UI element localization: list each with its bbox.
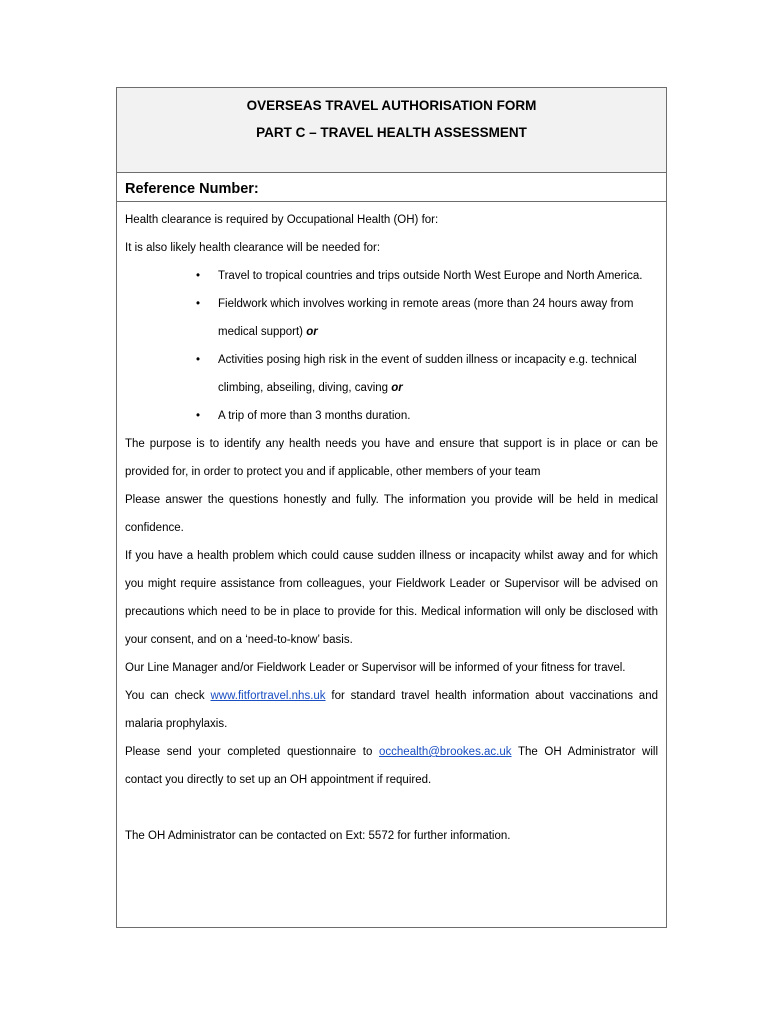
- form-title: OVERSEAS TRAVEL AUTHORISATION FORM: [246, 98, 537, 113]
- bullet-icon: •: [196, 354, 201, 366]
- line-manager-paragraph: Our Line Manager and/or Fieldwork Leader or Supervisor will be informed of your fitness for travel.: [125, 662, 626, 674]
- contact-paragraph: The OH Administrator can be contacted on Ext: 5572 for further information.: [125, 830, 511, 842]
- list-item: [125, 290, 658, 346]
- form-body: [125, 206, 658, 850]
- list-item-text: Fieldwork which involves working in remote areas (more than 24 hours away from medical support): [218, 298, 634, 338]
- bullet-icon: •: [196, 410, 201, 422]
- honesty-paragraph: Please answer the questions honestly and fully. The information you provide will be held in medical confidence.: [125, 494, 658, 534]
- check-prefix: You can check: [125, 690, 211, 702]
- reference-number-label: Reference Number:: [125, 181, 259, 197]
- form-header: [117, 88, 666, 173]
- list-item-text: Travel to tropical countries and trips outside North West Europe and North America.: [218, 270, 643, 282]
- clearance-list: [125, 262, 658, 430]
- list-item: [125, 346, 658, 402]
- intro-paragraph: Health clearance is required by Occupational Health (OH) for:: [125, 214, 439, 226]
- spacer: [125, 794, 658, 822]
- send-prefix: Please send your completed questionnaire to: [125, 746, 380, 758]
- purpose-paragraph: The purpose is to identify any health needs you have and ensure that support is in place or can be provided for, in order to protect you and if applicable, other members of your team: [125, 438, 658, 478]
- list-item: [125, 402, 658, 430]
- form-subtitle: PART C – TRAVEL HEALTH ASSESSMENT: [256, 125, 527, 140]
- list-item-or: or: [306, 326, 318, 338]
- bullet-icon: •: [196, 298, 201, 310]
- list-item-or: or: [391, 382, 403, 394]
- health-problem-paragraph: If you have a health problem which could cause sudden illness or incapacity whilst away and for which you might require assistance from colleagues, your Fieldwork Leader or Supervisor will be advised on precautions which need to be in place to provide for this. Medical information will only be disclosed with your consent, and on a ‘need-to-know’ basis.: [125, 550, 658, 646]
- intro-paragraph-2: It is also likely health clearance will be needed for:: [125, 242, 381, 254]
- check-paragraph: [125, 682, 658, 738]
- reference-row: [117, 173, 666, 202]
- form-box: [116, 87, 667, 928]
- fitfortravel-link[interactable]: www.fitfortravel.nhs.uk: [210, 690, 326, 702]
- list-item: [125, 262, 658, 290]
- bullet-icon: •: [196, 270, 201, 282]
- list-item-text: A trip of more than 3 months duration.: [218, 410, 411, 422]
- send-suffix: The OH Administrator will contact you directly to set up an OH appointment if required.: [125, 746, 659, 786]
- check-suffix: for standard travel health information about vaccinations and malaria prophylaxis.: [125, 690, 658, 730]
- list-item-text: Activities posing high risk in the event of sudden illness or incapacity e.g. technical climbing, abseiling, diving, caving: [218, 354, 637, 394]
- occhealth-email-link[interactable]: occhealth@brookes.ac.uk: [379, 746, 512, 758]
- send-paragraph: [125, 738, 658, 794]
